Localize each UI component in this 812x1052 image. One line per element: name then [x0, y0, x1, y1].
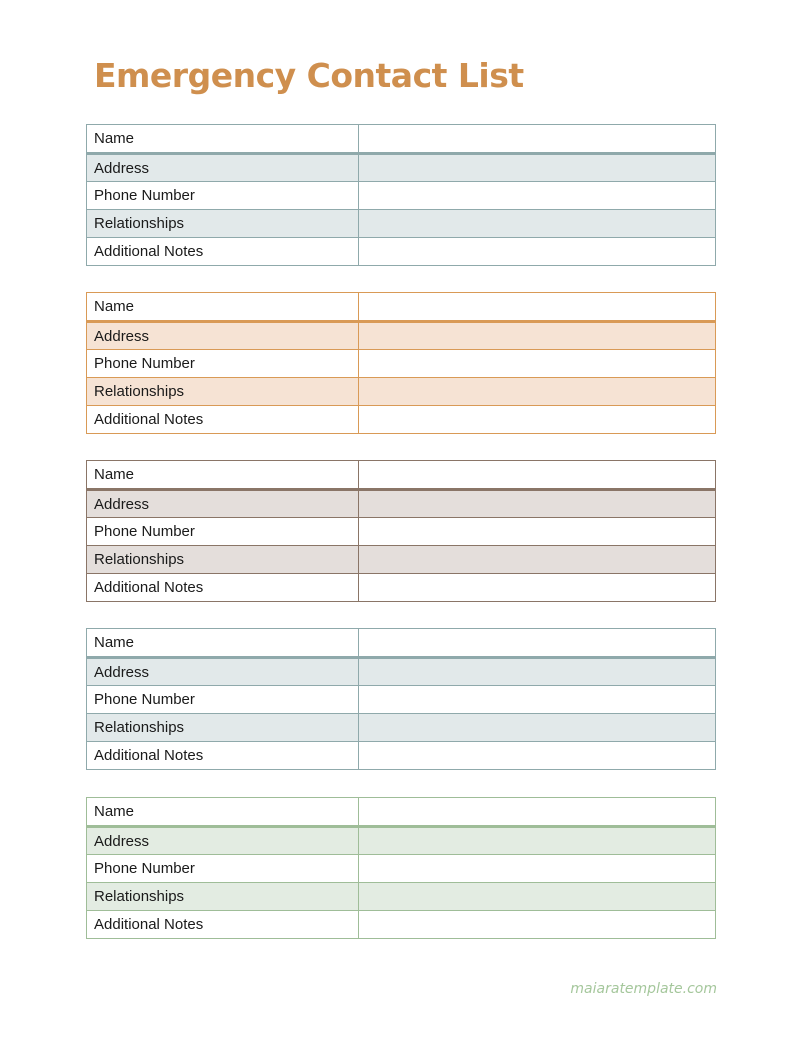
field-label-phone: Phone Number — [87, 518, 359, 546]
field-value-relationships[interactable] — [359, 714, 716, 742]
table-row-phone — [87, 686, 716, 714]
field-value-notes[interactable] — [359, 742, 716, 770]
field-label-name: Name — [87, 125, 359, 154]
contact-table-1 — [86, 124, 716, 266]
table-row-address — [87, 322, 716, 350]
table-row-notes — [87, 574, 716, 602]
field-value-name[interactable] — [359, 293, 716, 322]
footer-website: maiaratemplate.com — [570, 981, 717, 997]
table-row-relationships — [87, 210, 716, 238]
field-value-relationships[interactable] — [359, 546, 716, 574]
field-value-relationships[interactable] — [359, 883, 716, 911]
table-row-notes — [87, 406, 716, 434]
field-value-relationships[interactable] — [359, 378, 716, 406]
table-row-relationships — [87, 714, 716, 742]
field-value-name[interactable] — [359, 798, 716, 827]
table-row-name — [87, 293, 716, 322]
table-row-address — [87, 827, 716, 855]
field-label-address: Address — [87, 322, 359, 350]
field-label-phone: Phone Number — [87, 182, 359, 210]
table-row-address — [87, 658, 716, 686]
field-value-name[interactable] — [359, 125, 716, 154]
table-row-phone — [87, 518, 716, 546]
field-label-address: Address — [87, 490, 359, 518]
table-row-name — [87, 461, 716, 490]
field-label-phone: Phone Number — [87, 686, 359, 714]
field-label-relationships: Relationships — [87, 378, 359, 406]
field-label-relationships: Relationships — [87, 883, 359, 911]
field-label-name: Name — [87, 461, 359, 490]
field-label-name: Name — [87, 798, 359, 827]
table-row-relationships — [87, 546, 716, 574]
field-value-notes[interactable] — [359, 238, 716, 266]
field-label-notes: Additional Notes — [87, 574, 359, 602]
field-label-address: Address — [87, 154, 359, 182]
table-row-name — [87, 629, 716, 658]
field-label-name: Name — [87, 629, 359, 658]
field-value-address[interactable] — [359, 322, 716, 350]
table-row-phone — [87, 350, 716, 378]
field-value-address[interactable] — [359, 827, 716, 855]
field-label-relationships: Relationships — [87, 714, 359, 742]
field-label-relationships: Relationships — [87, 210, 359, 238]
table-row-phone — [87, 182, 716, 210]
table-row-notes — [87, 911, 716, 939]
table-row-name — [87, 798, 716, 827]
field-value-phone[interactable] — [359, 182, 716, 210]
field-label-notes: Additional Notes — [87, 911, 359, 939]
field-label-address: Address — [87, 827, 359, 855]
field-value-phone[interactable] — [359, 855, 716, 883]
field-label-address: Address — [87, 658, 359, 686]
contact-table-2 — [86, 292, 716, 434]
contact-table-4 — [86, 628, 716, 770]
field-value-address[interactable] — [359, 490, 716, 518]
field-label-relationships: Relationships — [87, 546, 359, 574]
table-row-name — [87, 125, 716, 154]
field-value-phone[interactable] — [359, 518, 716, 546]
page-title: Emergency Contact List — [94, 56, 524, 95]
field-value-name[interactable] — [359, 461, 716, 490]
field-value-relationships[interactable] — [359, 210, 716, 238]
field-label-phone: Phone Number — [87, 350, 359, 378]
field-value-notes[interactable] — [359, 911, 716, 939]
table-row-address — [87, 154, 716, 182]
field-label-notes: Additional Notes — [87, 742, 359, 770]
table-row-relationships — [87, 378, 716, 406]
field-value-name[interactable] — [359, 629, 716, 658]
field-label-phone: Phone Number — [87, 855, 359, 883]
field-label-notes: Additional Notes — [87, 238, 359, 266]
field-value-notes[interactable] — [359, 406, 716, 434]
field-label-name: Name — [87, 293, 359, 322]
field-label-notes: Additional Notes — [87, 406, 359, 434]
table-row-notes — [87, 238, 716, 266]
table-row-notes — [87, 742, 716, 770]
contact-table-3 — [86, 460, 716, 602]
table-row-phone — [87, 855, 716, 883]
field-value-address[interactable] — [359, 658, 716, 686]
field-value-notes[interactable] — [359, 574, 716, 602]
table-row-relationships — [87, 883, 716, 911]
field-value-phone[interactable] — [359, 350, 716, 378]
contact-table-5 — [86, 797, 716, 939]
field-value-phone[interactable] — [359, 686, 716, 714]
field-value-address[interactable] — [359, 154, 716, 182]
table-row-address — [87, 490, 716, 518]
